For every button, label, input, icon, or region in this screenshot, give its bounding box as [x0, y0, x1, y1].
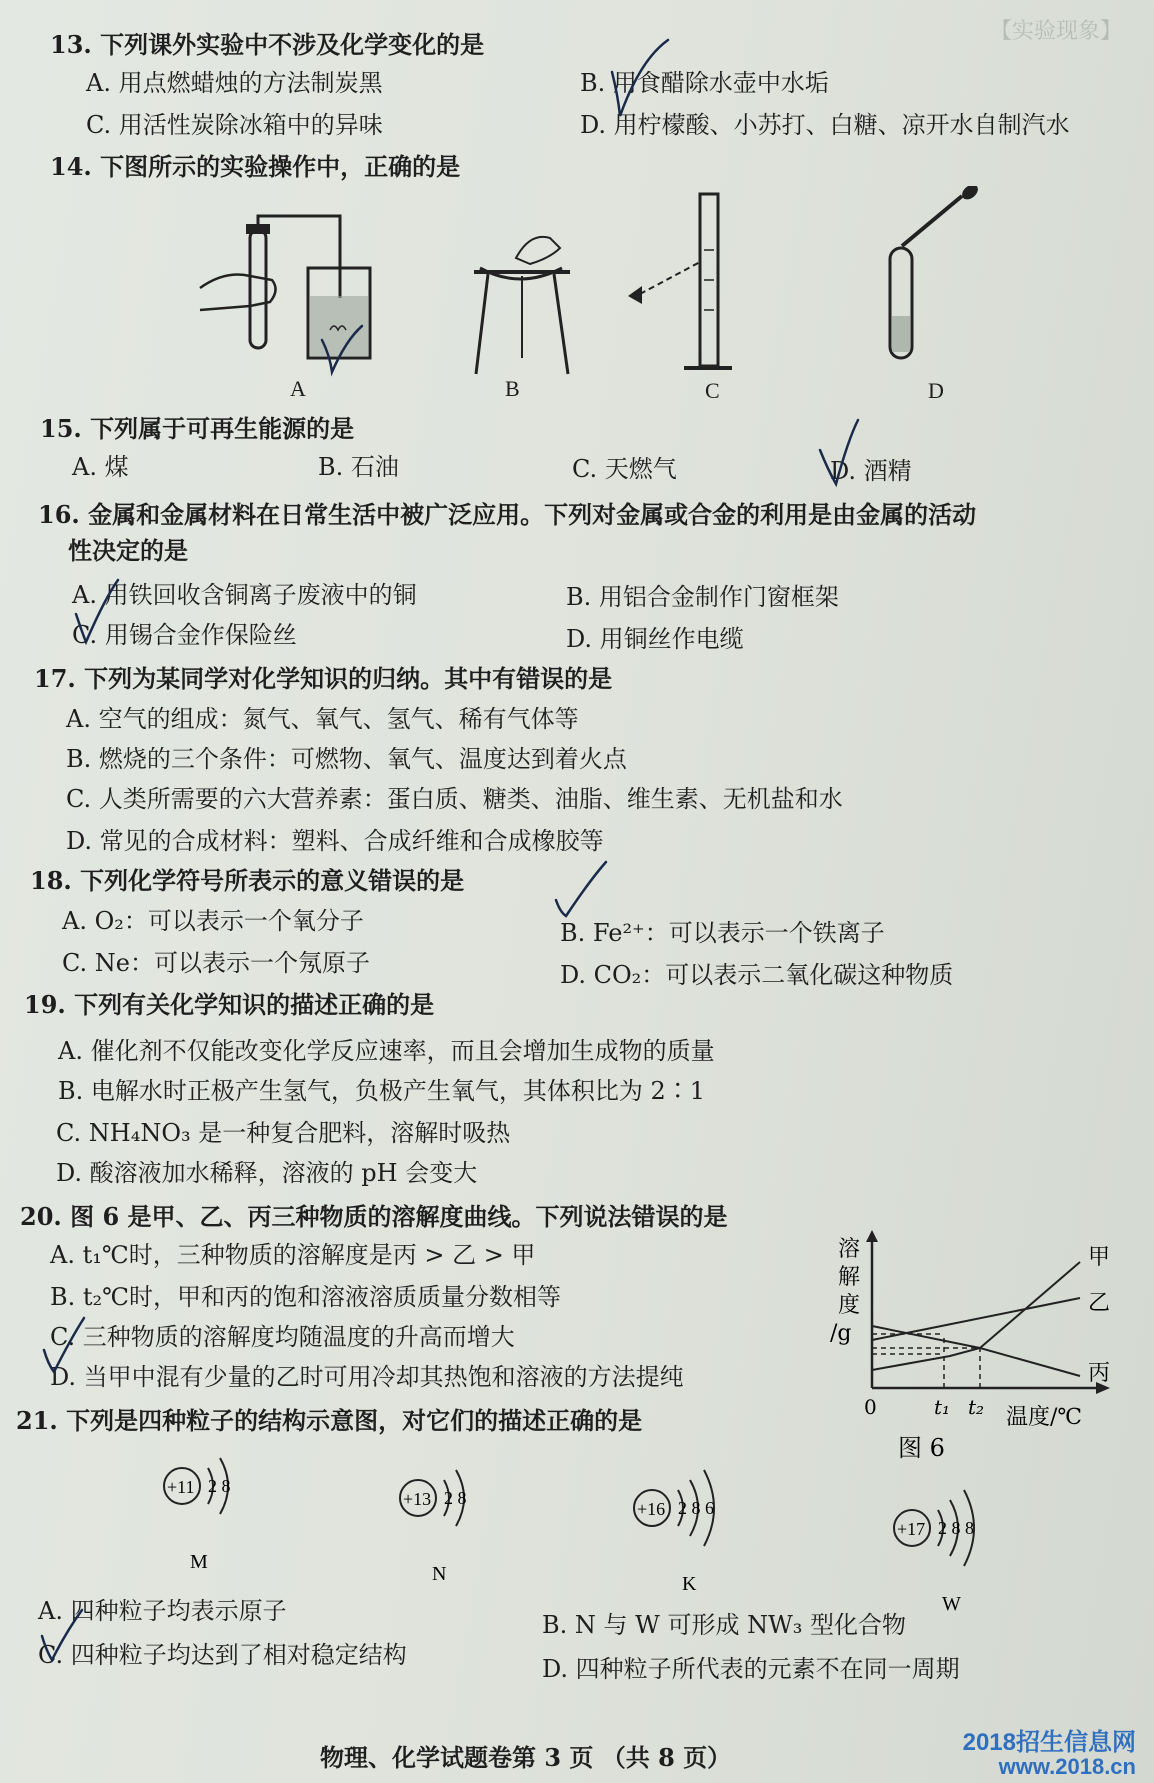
- q21-option-b: B. N 与 W 可形成 NW₃ 型化合物: [542, 1611, 906, 1639]
- q13-option-d: D. 用柠檬酸、小苏打、白糖、凉开水自制汽水: [580, 111, 1070, 139]
- question-13-stem: 13. 下列课外实验中不涉及化学变化的是: [50, 30, 485, 59]
- q16-option-b: B. 用铝合金制作门窗框架: [566, 583, 839, 611]
- q13-check-mark: [612, 40, 668, 116]
- q20-option-d: D. 当甲中混有少量的乙时可用冷却其热饱和溶液的方法提纯: [50, 1363, 684, 1391]
- q15-option-c: C. 天燃气: [572, 455, 677, 483]
- figure-label-b: B: [505, 376, 520, 401]
- chart-origin-label: 0: [864, 1395, 877, 1419]
- q21-option-d: D. 四种粒子所代表的元素不在同一周期: [542, 1655, 960, 1683]
- particle-m-label: M: [190, 1551, 208, 1573]
- particle-w-shells: 2 8 8: [938, 1518, 974, 1538]
- chart-x-tick-t2: t₂: [968, 1395, 985, 1419]
- particle-m-shells: 2 8: [208, 1476, 231, 1496]
- bleed-through-text: 【实验现象】: [990, 19, 1123, 44]
- particle-w-label: W: [942, 1593, 961, 1615]
- particle-n-nucleus: +13: [403, 1489, 432, 1509]
- page-footer: 物理、化学试题卷第 3 页 （共 8 页）: [320, 1743, 732, 1772]
- question-16-stem-line1: 16. 金属和金属材料在日常生活中被广泛应用。下列对金属或合金的利用是由金属的活动: [38, 500, 977, 529]
- q15-option-a: A. 煤: [72, 453, 129, 481]
- question-15-stem: 15. 下列属于可再生能源的是: [40, 414, 355, 443]
- q14-check-mark: [322, 326, 362, 372]
- q13-option-c: C. 用活性炭除冰箱中的异味: [86, 111, 383, 139]
- q18-option-a: A. O₂：可以表示一个氧分子: [62, 907, 364, 935]
- particle-m-nucleus: +11: [167, 1477, 195, 1497]
- q17-option-a: A. 空气的组成：氮气、氧气、氢气、稀有气体等: [66, 705, 579, 733]
- q21-option-a: A. 四种粒子均表示原子: [38, 1597, 287, 1625]
- question-14-stem: 14. 下图所示的实验操作中，正确的是: [50, 152, 461, 181]
- q13-option-b: B. 用食醋除水壶中水垢: [580, 69, 829, 97]
- series-label-2: 乙: [1088, 1291, 1111, 1316]
- chart-xlabel: 温度/℃: [1006, 1405, 1083, 1430]
- figure-label-c: C: [705, 378, 720, 403]
- q17-option-b: B. 燃烧的三个条件：可燃物、氧气、温度达到着火点: [66, 745, 627, 773]
- particle-k-label: K: [682, 1573, 697, 1595]
- question-17-stem: 17. 下列为某同学对化学知识的归纳。其中有错误的是: [34, 664, 613, 693]
- q19-option-d: D. 酸溶液加水稀释，溶液的 pH 会变大: [56, 1159, 478, 1187]
- particle-n-label: N: [432, 1563, 447, 1585]
- question-20-stem: 20. 图 6 是甲、乙、丙三种物质的溶解度曲线。下列说法错误的是: [20, 1202, 728, 1231]
- q20-option-b: B. t₂℃时，甲和丙的饱和溶液溶质质量分数相等: [50, 1283, 562, 1311]
- q21-option-c: C. 四种粒子均达到了相对稳定结构: [38, 1641, 407, 1669]
- q18-option-d: D. CO₂：可以表示二氧化碳这种物质: [560, 961, 954, 989]
- q20-option-a: A. t₁℃时，三种物质的溶解度是丙 > 乙 > 甲: [50, 1241, 536, 1269]
- chart-ylabel-part1: 溶: [838, 1237, 861, 1262]
- question-16-stem-line2: 性决定的是: [68, 536, 188, 565]
- series-label-1: 甲: [1088, 1245, 1111, 1270]
- q19-option-a: A. 催化剂不仅能改变化学反应速率，而且会增加生成物的质量: [58, 1037, 715, 1065]
- q16-option-a: A. 用铁回收含铜离子废液中的铜: [72, 581, 417, 609]
- q17-option-d: D. 常见的合成材料：塑料、合成纤维和合成橡胶等: [66, 827, 604, 855]
- q18-option-b: B. Fe²⁺：可以表示一个铁离子: [560, 919, 885, 947]
- q20-check-mark: [44, 1318, 84, 1372]
- chart-ylabel-part4: /g: [830, 1321, 852, 1346]
- q15-option-d: D. 酒精: [830, 457, 912, 485]
- q18-option-c: C. Ne：可以表示一个氖原子: [62, 949, 370, 977]
- q19-option-c: C. NH₄NO₃ 是一种复合肥料，溶解时吸热: [56, 1119, 511, 1147]
- particle-k-shells: 2 8 6: [678, 1498, 714, 1518]
- q16-option-d: D. 用铜丝作电缆: [566, 625, 744, 653]
- question-21-stem: 21. 下列是四种粒子的结构示意图，对它们的描述正确的是: [16, 1406, 643, 1435]
- series-label-3: 丙: [1088, 1361, 1111, 1386]
- q13-option-a: A. 用点燃蜡烛的方法制炭黑: [86, 69, 383, 97]
- q21-check-mark: [42, 1610, 82, 1660]
- q17-option-c: C. 人类所需要的六大营养素：蛋白质、糖类、油脂、维生素、无机盐和水: [66, 785, 843, 813]
- question-18-stem: 18. 下列化学符号所表示的意义错误的是: [30, 866, 465, 895]
- q20-option-c: C. 三种物质的溶解度均随温度的升高而增大: [50, 1323, 515, 1351]
- chart-title: 图 6: [898, 1434, 945, 1462]
- particle-n-shells: 2 8: [444, 1488, 467, 1508]
- q15-check-mark: [820, 420, 858, 484]
- watermark-site-name: 2018招生信息网: [962, 1729, 1136, 1756]
- chart-x-tick-t1: t₁: [934, 1395, 951, 1419]
- chart-ylabel-part3: 度: [838, 1293, 861, 1318]
- q19-option-b: B. 电解水时正极产生氢气，负极产生氧气，其体积比为 2∶1: [58, 1077, 706, 1105]
- figure-label-d: D: [928, 378, 944, 403]
- q16-check-mark: [76, 580, 118, 642]
- q16-option-c: C. 用锡合金作保险丝: [72, 621, 297, 649]
- particle-w-nucleus: +17: [897, 1519, 926, 1539]
- figure-label-a: A: [290, 376, 306, 401]
- watermark-url: www.2018.cn: [998, 1754, 1136, 1779]
- q18-check-mark: [556, 862, 606, 916]
- q15-option-b: B. 石油: [318, 453, 399, 481]
- particle-k-nucleus: +16: [637, 1499, 666, 1519]
- chart-ylabel-part2: 解: [838, 1265, 861, 1290]
- question-19-stem: 19. 下列有关化学知识的描述正确的是: [24, 990, 435, 1019]
